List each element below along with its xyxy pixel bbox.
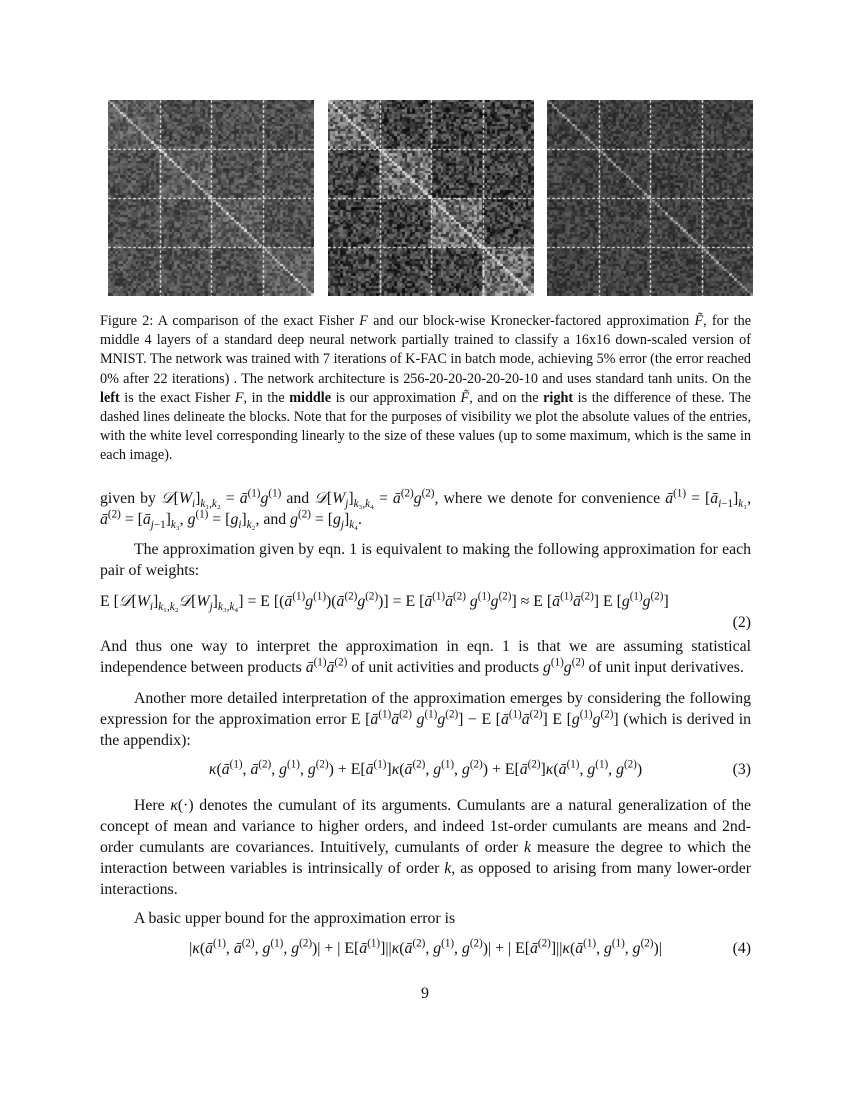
heatmap-canvas-right bbox=[547, 100, 753, 296]
paragraph-3: And thus one way to interpret the approximation in eqn. 1 is that we are assuming statistical independence between products $ā^{(1)}ā^{(2)}$ of unit activities and products $g^{(1)}g^{(2)}$ of unit input derivatives. bbox=[100, 638, 751, 676]
figure-difference bbox=[547, 100, 753, 296]
page-number: 9 bbox=[421, 985, 429, 1002]
heatmap-canvas-middle bbox=[328, 100, 534, 296]
equation-4: $|\kappa(ā^{(1)}$, $ā^{(2)}$, $g^{(1)}$, $g^{(2)})|$ + | $E[ā^{(1)}]||\kappa(ā^{(2)}$, $g^{(1)}$, $g^{(2)})|$ + | $E[ā^{(2)}]||\kappa(ā^{(1)}$, $g^{(1)}$, $g^{(2)})|$ (4) bbox=[189, 937, 751, 957]
paragraph-6: A basic upper bound for the approximation error is bbox=[134, 910, 456, 927]
paragraph-5: Here κ(·) denotes the cumulant of its arguments. Cumulants are a natural generalization of the concept of mean and variance to higher orders, and indeed 1st-order cumulants are means and 2nd-order cumulants are covariances. Intuitively, cumulants of order k measure the degree to which the interaction between variables is intrinsically of order k, as opposed to arising from many lower-order interactions. bbox=[100, 797, 752, 898]
equation-3-number: (3) bbox=[732, 761, 751, 778]
paragraph-4: Another more detailed interpretation of the approximation emerges by considering the following expression for the approximation error E [$ā^{(1)}ā^{(2)}$ $g^{(1)}g^{(2)}] - E$ $[ā^{(1)}ā^{(2)}]$ E $[g^{(1)}g^{(2)}]$ (which is derived in the appendix): bbox=[100, 690, 751, 749]
paragraph-2: The approximation given by eqn. 1 is equivalent to making the following approximation for each pair of weights: bbox=[100, 541, 751, 579]
equation-3: $\kappa(ā^{(1)}$, $ā^{(2)}$, $g^{(1)}$, $g^{(2)}$) + $E[ā^{(1)}]\kappa(ā^{(2)}$, $g^{(1)}$, $g^{(2)}$) + $E[ā^{(2)}]\kappa(ā^{(1)}$, $g^{(1)}$, $g^{(2)}$) (3) bbox=[208, 758, 751, 778]
figure-kfac-approximation bbox=[328, 100, 534, 296]
paragraph-1: given by $𝒟[W_i]_{k_1,k_2}$ = $ā^{(1)}g^{(1)}$ and $𝒟[W_j]_{k_3,k_4}$ = $ā^{(2)}g^{(2)}$, where we denote for convenience $ā^{(1)}$ = $[ā_{i-1}]_{k_1}$, $ā^{(2)}$ = $[ā_{j-1}]_{k_3}$, $g^{(1)} = [g_i]_{k_2}$, and $g^{(2)} = [g_j]_{k_4}$. bbox=[100, 487, 752, 532]
heatmap-canvas-left bbox=[108, 100, 314, 296]
equation-4-number: (4) bbox=[732, 940, 751, 957]
figure-exact-fisher bbox=[108, 100, 314, 296]
equation-2-number: (2) bbox=[732, 614, 751, 631]
equation-2: E $[𝒟[W_i]_{k_1,k_2}𝒟[W_j]_{k_3,k_4}] = E$ $[(ā^{(1)}g^{(1)})(ā^{(2)}g^{(2)})] = E$ [$ā^{(1)}ā^{(2)}$ $g^{(1)}g^{(2)}] \approx E$ $[ā^{(1)}ā^{(2)}]$ E $[g^{(1)}g^{(2)}]$ (2) bbox=[100, 590, 751, 631]
figure-caption: Figure 2: A comparison of the exact Fisher F and our block-wise Kronecker-factored approximation F̃, for the middle 4 layers of a standard deep neural network partially trained to classify a 16x16 down-scaled version of MNIST. The network was trained with 7 iterations of K-FAC in batch mode, achieving 5% error (the error reached 0% after 22 iterations) . The network architecture is 256-20-20-20-20-20-10 and uses standard tanh units. On the left is the exact Fisher F, in the middle is our approximation F̃, and on the right is the difference of these. The dashed lines delineate the blocks. Note that for the purposes of visibility we plot the absolute values of the entries, with the white level corresponding linearly to the size of these values (up to some maximum, which is the same in each image). bbox=[100, 313, 751, 464]
